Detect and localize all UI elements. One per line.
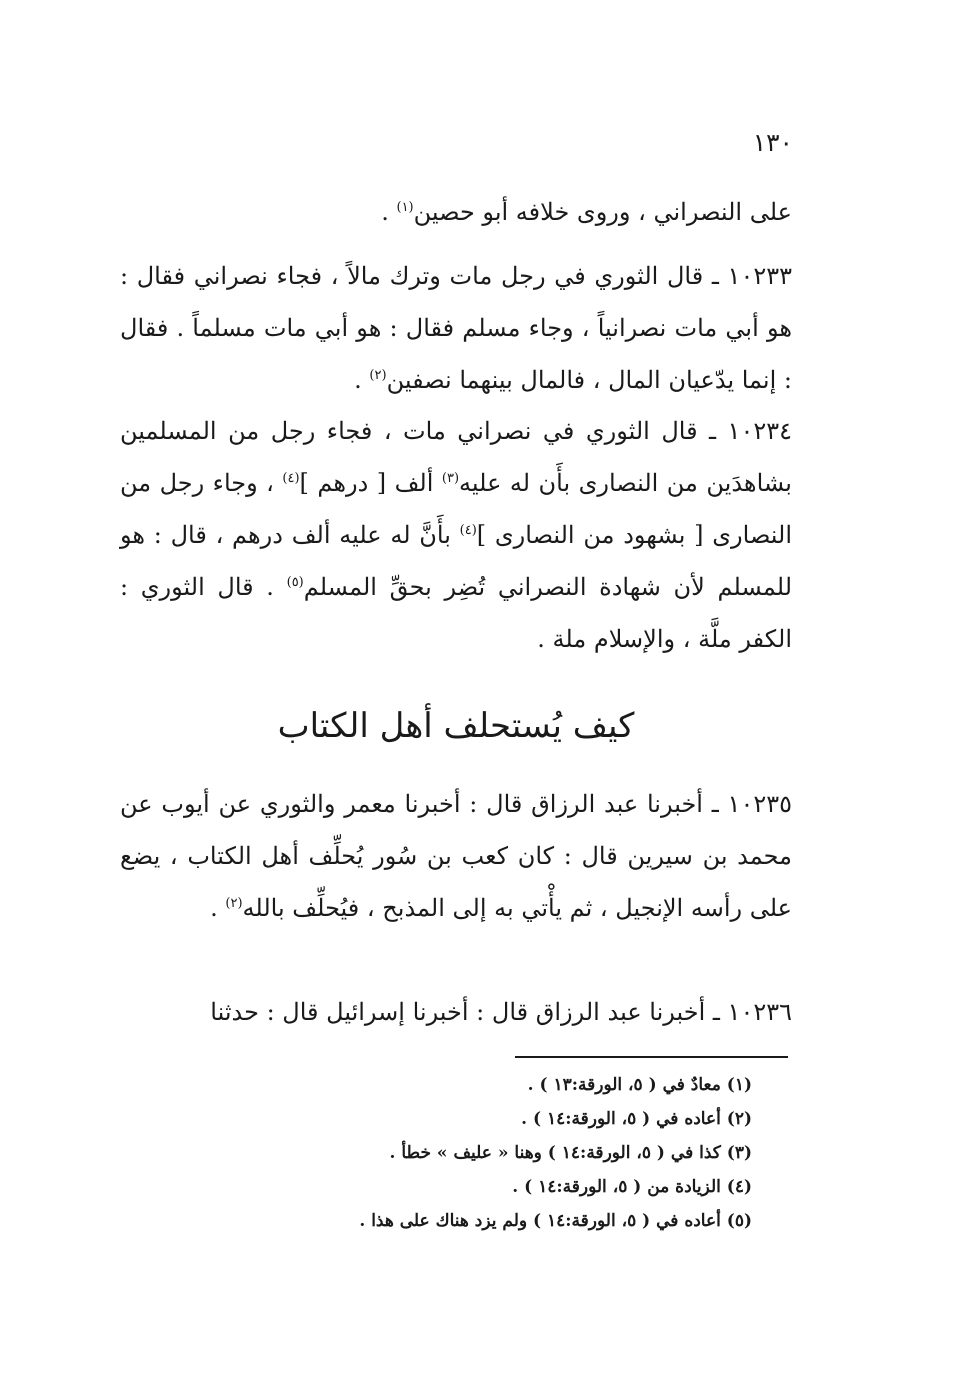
paragraph-10234 xyxy=(120,405,792,665)
section-heading: كيف يُستحلف أهل الكتاب xyxy=(277,706,635,746)
paragraph-text: على النصراني ، وروى خلافه أبو حصين xyxy=(413,198,792,226)
paragraph-text: ١٠٢٣٣ ـ قال الثوري في رجل مات وترك مالاً ، فجاء نصراني فقال : هو أبي مات نصرانياً ، وجاء مسلم فقال : هو أبي مات مسلماً . فقال : إنما يدّعيان المال ، فالمال بينهما نصفين xyxy=(120,262,792,394)
footnote-reference: (١) xyxy=(396,200,414,215)
footnote-1: (١) معادٌ في ( ٥، الورقة:١٣ ) . xyxy=(527,1075,752,1095)
paragraph-text: ، وجاء رجل من النصارى [ بشهود من النصارى ] xyxy=(120,469,792,549)
footnote-5: (٥) أعاده في ( ٥، الورقة:١٤ ) ولم يزد هناك على هذا . xyxy=(359,1211,752,1231)
paragraph-10235 xyxy=(120,778,792,934)
paragraph-text: . قال الثوري : الكفر ملَّة ، والإسلام ملة . xyxy=(120,573,792,653)
footnote-divider xyxy=(515,1056,788,1058)
paragraph-10233 xyxy=(120,250,792,406)
footnote-4: (٤) الزيادة من ( ٥، الورقة:١٤ ) . xyxy=(512,1177,752,1197)
footnote-reference: (٢) xyxy=(225,896,243,911)
paragraph-end: . xyxy=(210,894,226,922)
footnote-reference: (٤) xyxy=(459,523,477,538)
paragraph-end: . xyxy=(354,366,370,394)
footnote-reference: (٣) xyxy=(441,471,460,486)
paragraph-10236 xyxy=(120,986,792,1038)
footnote-3: (٣) كذا في ( ٥، الورقة:١٤ ) وهنا « عليف » خطأ . xyxy=(389,1143,752,1163)
page-number: ١٣٠ xyxy=(752,128,793,157)
paragraph-text: ١٠٢٣٤ ـ قال الثوري في نصراني مات ، فجاء رجل من المسلمين بشاهدَين من النصارى بأَن له عليه xyxy=(120,417,792,497)
footnote-reference: (٥) xyxy=(286,575,304,590)
footnote-reference: (٤) xyxy=(282,471,300,486)
paragraph-text: بأَنَّ له عليه ألف درهم ، قال : هو للمسلم لأن شهادة النصراني تُضِر بحقِّ المسلم xyxy=(120,521,793,601)
paragraph-end: . xyxy=(381,198,397,226)
footnotes xyxy=(220,1068,752,1238)
paragraph-continuation xyxy=(120,186,792,238)
paragraph-text: ألف [ درهم ] xyxy=(299,469,442,497)
paragraph-text: ١٠٢٣٥ ـ أخبرنا عبد الرزاق قال : أخبرنا معمر والثوري عن أيوب عن محمد بن سيرين قال : كان كعب بن سُور يُحلِّف أهل الكتاب ، يضع على رأسه الإنجيل ، ثم يأْتي به إلى المذبح ، فيُحلِّف بالله xyxy=(120,790,792,922)
paragraph-text: ١٠٢٣٦ ـ أخبرنا عبد الرزاق قال : أخبرنا إسرائيل قال : حدثنا xyxy=(210,998,792,1026)
footnote-reference: (٢) xyxy=(369,368,387,383)
footnote-2: (٢) أعاده في ( ٥، الورقة:١٤ ) . xyxy=(521,1109,752,1129)
